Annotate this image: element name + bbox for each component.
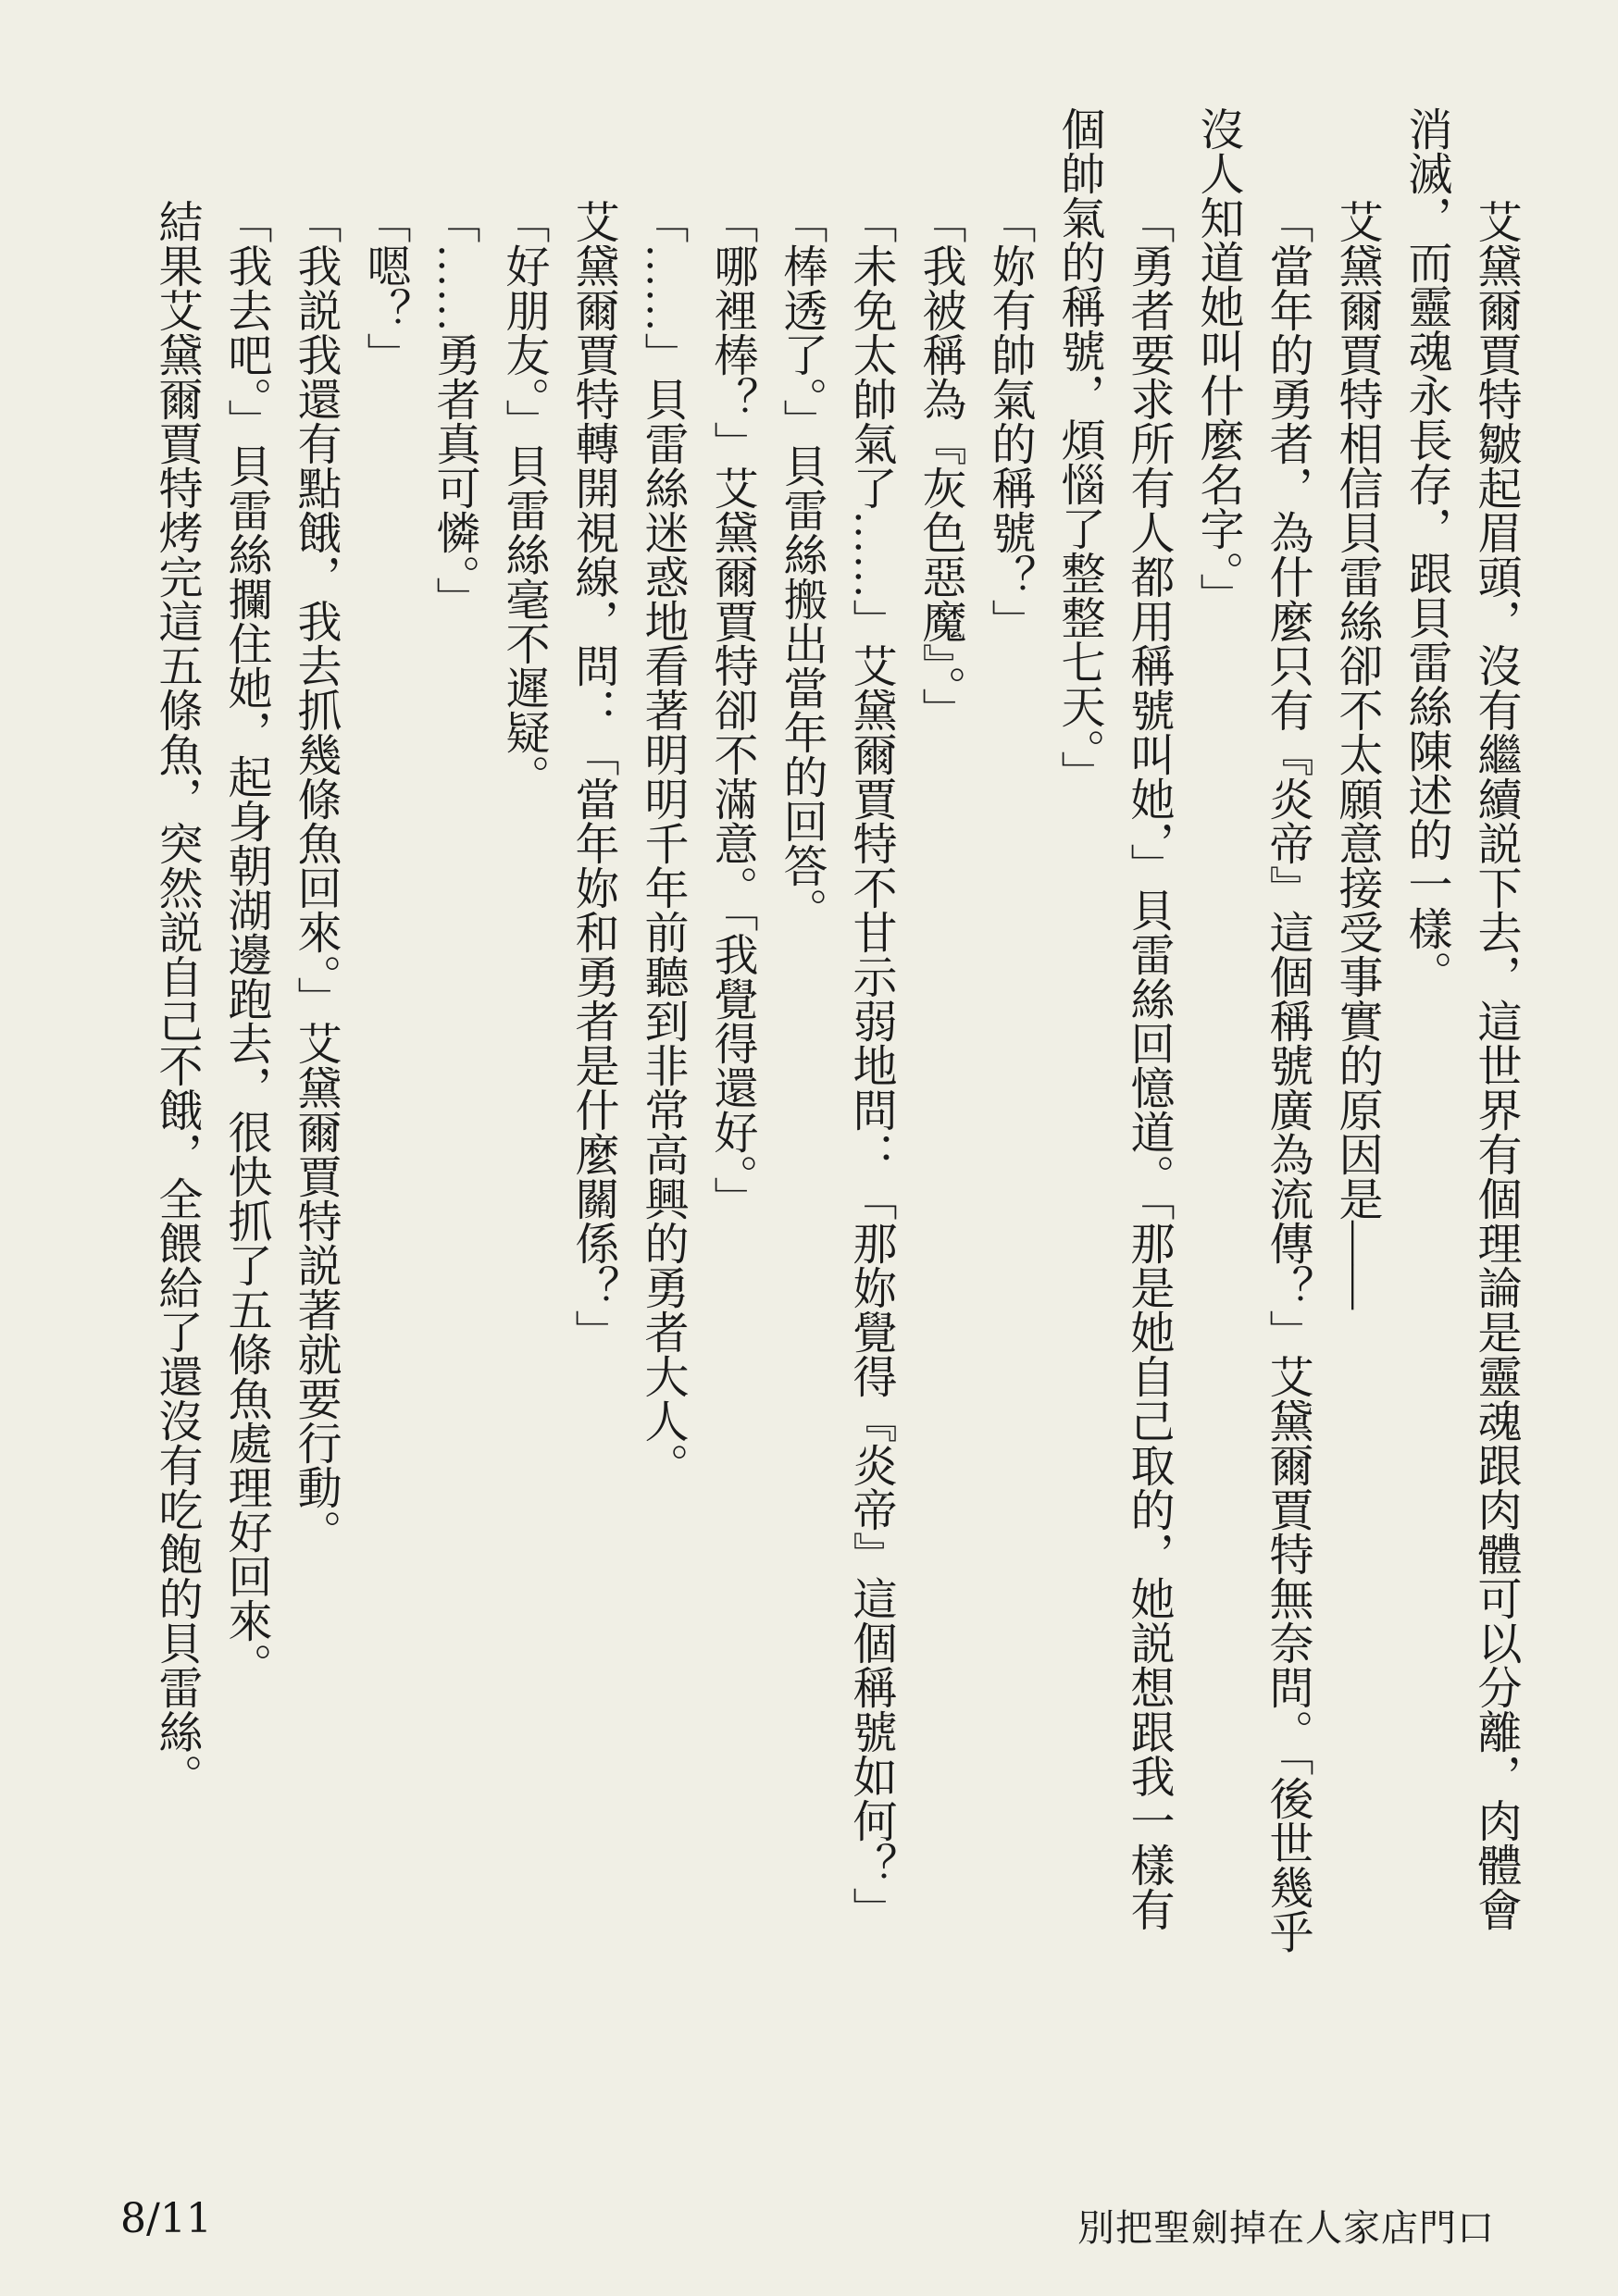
- text-column: 「……」貝雷絲迷惑地看著明明千年前聽到非常高興的勇者大人。: [638, 199, 687, 1487]
- text-column: 「未免太帥氣了……」艾黛爾賈特不甘示弱地問：「那妳覺得『炎帝』這個稱號如何？」: [846, 199, 895, 1931]
- text-column: 「哪裡棒？」艾黛爾賈特卻不滿意。「我覺得還好。」: [707, 199, 756, 1221]
- text-column: 「……勇者真可憐。」: [429, 199, 479, 621]
- text-column: 「嗯？」: [360, 199, 409, 377]
- text-column: 「好朋友。」貝雷絲毫不遲疑。: [499, 199, 548, 799]
- book-title: 別把聖劍掉在人家店門口: [1077, 2207, 1495, 2249]
- text-column: 「妳有帥氣的稱號？」: [985, 199, 1034, 643]
- text-column: 「我説我還有點餓，我去抓幾條魚回來。」艾黛爾賈特説著就要行動。: [291, 199, 340, 1554]
- text-column: 消滅，而靈魂永長存，跟貝雷絲陳述的一樣。: [1401, 106, 1450, 995]
- text-column: 「勇者要求所有人都用稱號叫她，」貝雷絲回憶道。「那是她自己取的，她説想跟我一樣有: [1124, 199, 1173, 1931]
- vertical-text-block: [142, 106, 1530, 2041]
- text-column: 結果艾黛爾賈特烤完這五條魚，突然説自己不餓，全餵給了還沒有吃飽的貝雷絲。: [152, 199, 201, 1798]
- text-column: 個帥氣的稱號，煩惱了整整七天。」: [1054, 106, 1103, 795]
- text-column: 沒人知道她叫什麼名字。」: [1193, 106, 1242, 617]
- text-column: 艾黛爾賈特相信貝雷絲卻不太願意接受事實的原因是——: [1332, 199, 1381, 1309]
- text-column: 「棒透了。」貝雷絲搬出當年的回答。: [777, 199, 826, 932]
- text-column: 「當年的勇者，為什麼只有『炎帝』這個稱號廣為流傳？」艾黛爾賈特無奈問。「後世幾乎: [1263, 199, 1312, 1954]
- text-column: 「我去吧。」貝雷絲攔住她，起身朝湖邊跑去，很快抓了五條魚處理好回來。: [221, 199, 270, 1687]
- text-column: 「我被稱為『灰色惡魔』。」: [915, 199, 965, 732]
- text-column: 艾黛爾賈特皺起眉頭，沒有繼續説下去，這世界有個理論是靈魂跟肉體可以分離，肉體會: [1471, 199, 1520, 1931]
- page-number: 8/11: [120, 2195, 212, 2242]
- text-column: 艾黛爾賈特轉開視線，問：「當年妳和勇者是什麼關係？」: [568, 199, 617, 1354]
